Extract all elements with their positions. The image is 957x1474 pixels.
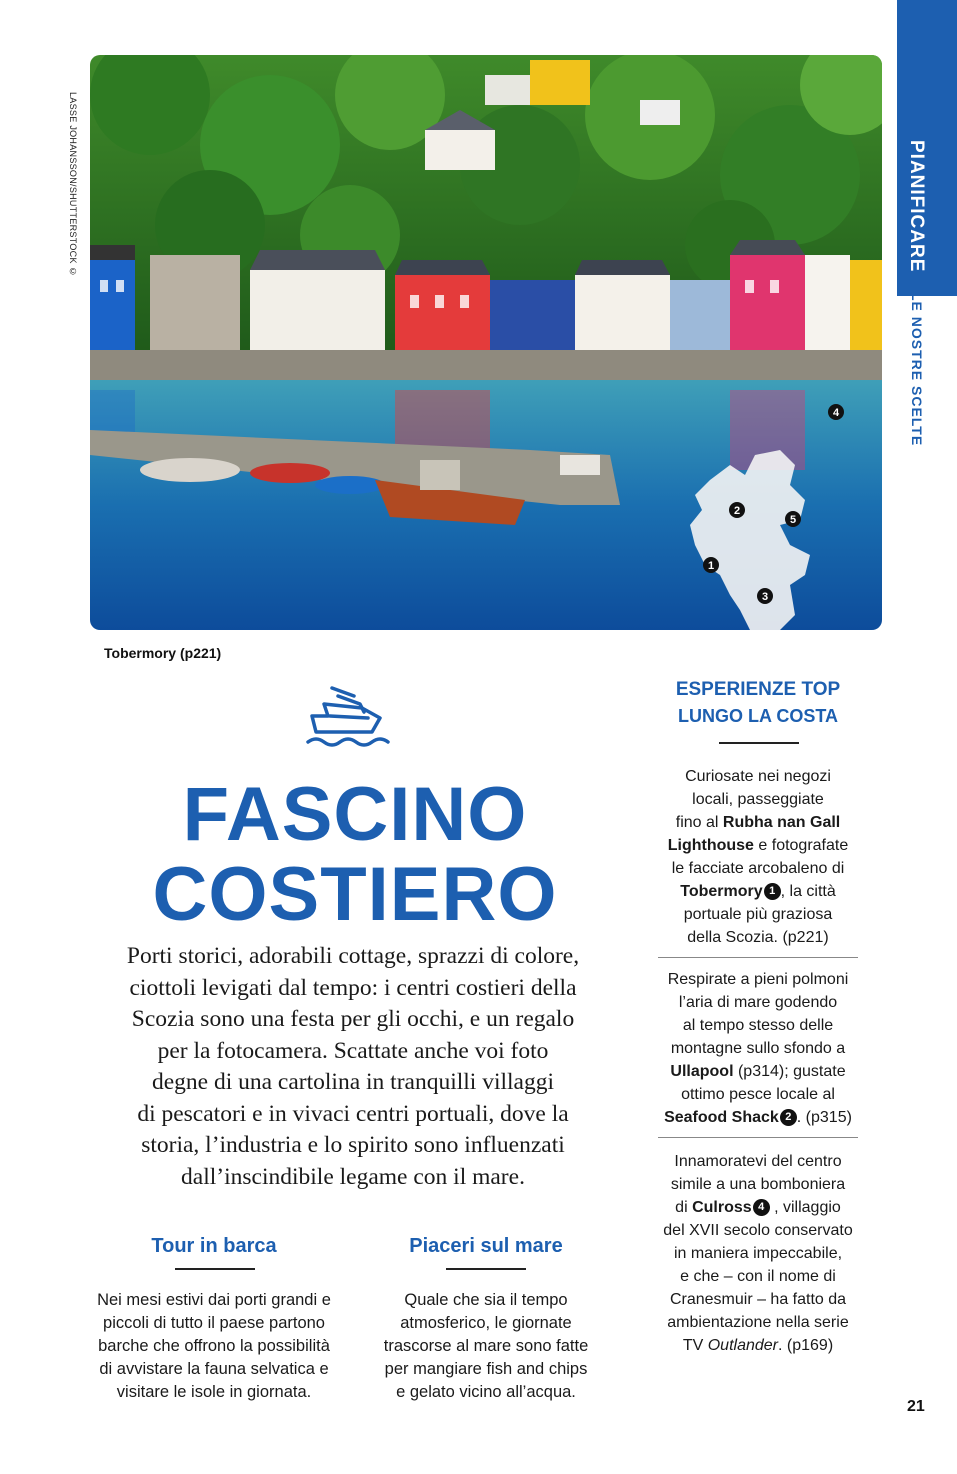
- tip-line: in maniera impeccabile,: [673, 1245, 843, 1262]
- tip-line: della Scozia. (p221): [687, 929, 829, 946]
- place-name: Rubha nan Gall: [722, 814, 841, 831]
- tip-line: locali, passeggiate: [692, 791, 824, 808]
- tip-line: e che – con il nome di: [680, 1268, 836, 1285]
- photo-credit: LASSE JOHANSSON/SHUTTERSTOCK ©: [68, 92, 78, 277]
- column-rule: [175, 1268, 255, 1270]
- place-name: Tobermory: [680, 883, 763, 900]
- column-line: e gelato vicino all’acqua.: [396, 1383, 576, 1401]
- column-title-sea-pleasures: Piaceri sul mare: [409, 1235, 563, 1257]
- tip-divider: [658, 957, 858, 958]
- column-line: barche che offrono la possibilità: [98, 1337, 330, 1355]
- tip-line: Innamoratevi del centro: [674, 1153, 842, 1170]
- intro-line: di pescatori e in vivaci centri portuali, dove la: [137, 1100, 569, 1127]
- intro-line: degne di una cartolina in tranquilli villaggi: [151, 1069, 554, 1095]
- intro-line: ciottoli levigati dal tempo: i centri costieri della: [129, 974, 577, 1001]
- intro-line: Scozia sono una festa per gli occhi, e un regalo: [131, 1006, 575, 1032]
- tip-line: Tobermory 1 , la città: [680, 883, 836, 900]
- intro-line: dall’inscindibile legame con il mare.: [181, 1163, 525, 1190]
- photo-caption: Tobermory (p221): [104, 645, 222, 661]
- series-title: Outlander: [707, 1337, 778, 1354]
- intro-line: per la fotocamera. Scattate anche voi foto: [157, 1037, 549, 1064]
- place-name: Seafood Shack: [664, 1109, 779, 1126]
- section-sub-label: LE NOSTRE SCELTE: [909, 292, 925, 447]
- intro-line: storia, l’industria e lo spirito sono influenzati: [141, 1132, 565, 1158]
- svg-text:4: 4: [832, 407, 840, 419]
- svg-text:3: 3: [761, 591, 769, 603]
- place-name: Culross: [692, 1199, 752, 1216]
- boat-icon: [302, 682, 394, 759]
- harbour-photo: [90, 55, 882, 630]
- svg-text:2: 2: [733, 505, 741, 517]
- sidebar-title-line-2: LUNGO LA COSTA: [678, 706, 838, 726]
- tip-line: Respirate a pieni polmoni: [667, 971, 849, 988]
- sidebar-tip-culross: [658, 1150, 858, 1357]
- column-title-boat-tours: Tour in barca: [151, 1235, 277, 1257]
- column-line: atmosferico, le giornate: [400, 1314, 572, 1332]
- tip-line: Seafood Shack 2 . (p315): [664, 1109, 852, 1126]
- page-title-line-1: FASCINO: [182, 772, 528, 857]
- sidebar-tip-tobermory: [658, 765, 858, 949]
- tip-line: di Culross 4 , villaggio: [675, 1199, 841, 1216]
- tip-divider: [658, 1137, 858, 1138]
- intro-line: Porti storici, adorabili cottage, sprazzi di colore,: [126, 943, 580, 969]
- column-line: per mangiare fish and chips: [384, 1360, 588, 1378]
- tip-line: l’aria di mare godendo: [678, 994, 838, 1011]
- tip-line: montagne sullo sfondo a: [670, 1040, 846, 1057]
- sidebar-tip-ullapool: [658, 968, 858, 1129]
- column-line: Nei mesi estivi dai porti grandi e: [97, 1291, 331, 1309]
- intro-paragraph: [84, 941, 622, 1193]
- tip-line: Ullapool (p314); gustate: [670, 1063, 846, 1080]
- page-number: 21: [907, 1398, 925, 1415]
- tip-line: le facciate arcobaleno di: [671, 860, 845, 877]
- tip-line: del XVII secolo conservato: [663, 1222, 853, 1239]
- tip-line: Curiosate nei negozi: [685, 768, 831, 785]
- marker-number: 1: [764, 883, 781, 900]
- tip-line: Lighthouse e fotografate: [667, 837, 849, 854]
- tip-line: TV Outlander. (p169): [682, 1337, 834, 1354]
- tip-line: fino al Rubha nan Gall: [675, 814, 841, 831]
- place-name: Ullapool: [670, 1063, 734, 1080]
- sidebar-title-line-1: ESPERIENZE TOP: [675, 679, 841, 700]
- column-text-boat-tours: [84, 1289, 344, 1404]
- tip-line: ambientazione nella serie: [667, 1314, 849, 1331]
- column-text-sea-pleasures: [356, 1289, 616, 1404]
- marker-number: 4: [753, 1199, 770, 1216]
- column-line: piccoli di tutto il paese partono: [103, 1314, 325, 1332]
- place-name: Lighthouse: [667, 837, 754, 854]
- tip-line: portuale più graziosa: [683, 906, 833, 923]
- column-line: Quale che sia il tempo: [404, 1291, 568, 1309]
- marker-number: 2: [780, 1109, 797, 1126]
- tip-line: Cranesmuir – ha fatto da: [669, 1291, 847, 1308]
- column-rule: [446, 1268, 526, 1270]
- tip-line: al tempo stesso delle: [682, 1017, 834, 1034]
- tip-line: ottimo pesce locale al: [681, 1086, 835, 1103]
- svg-text:1: 1: [707, 560, 715, 572]
- tip-line: simile a una bomboniera: [670, 1176, 846, 1193]
- column-line: visitare le isole in giornata.: [116, 1383, 312, 1401]
- sidebar-rule: [719, 742, 799, 744]
- column-line: di avvistare la fauna selvatica e: [99, 1360, 329, 1378]
- svg-text:5: 5: [789, 514, 797, 526]
- column-line: trascorse al mare sono fatte: [383, 1337, 589, 1355]
- page-title-line-2: COSTIERO: [152, 852, 558, 937]
- section-tab-label: PIANIFICARE: [906, 140, 927, 273]
